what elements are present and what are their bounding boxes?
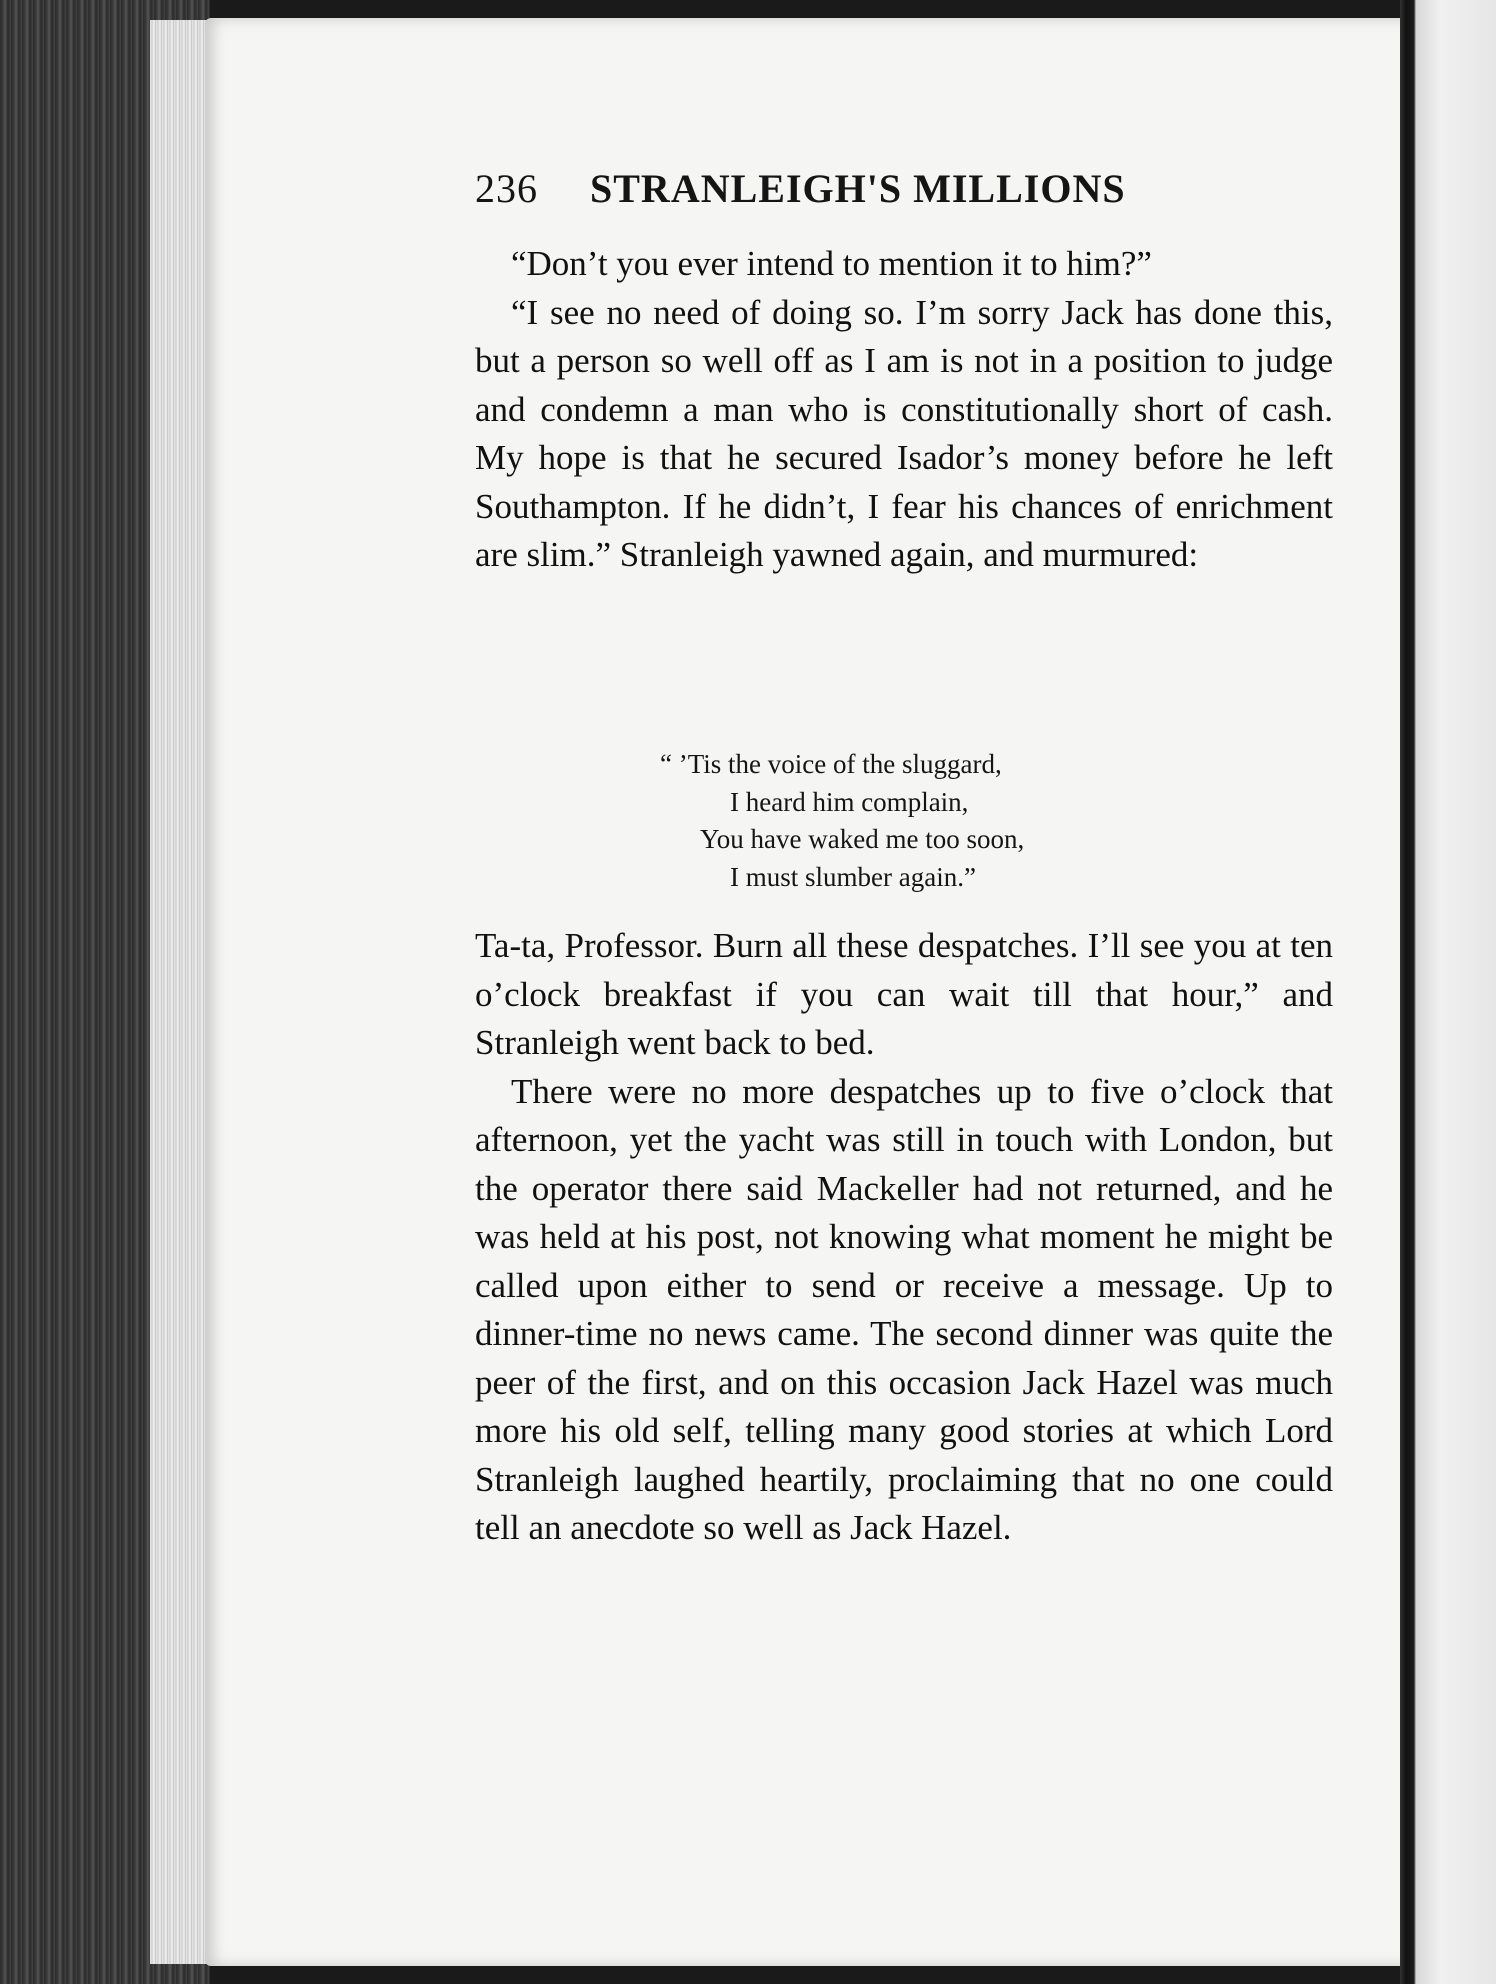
verse-line: I heard him complain, <box>730 786 969 817</box>
paragraph: “I see no need of doing so. I’m sorry Jack has done this, but a person so well off as I am is not in a position to judge and condemn a man who is constitutionally short of cash. My hope is that he secured Isador’s money before he left Southampton. If he didn’t, I fear his chances of enrichment are slim.” Stranleigh yawned again, and murmured: <box>475 292 1333 574</box>
running-title: STRANLEIGH'S MILLIONS <box>590 166 1126 211</box>
text-block-upper <box>475 240 1333 580</box>
paragraph: Ta-ta, Professor. Burn all these despatches. I’ll see you at ten o’clock breakfast if you can wait till that hour,” and Stranleigh went back to bed. <box>475 926 1333 1062</box>
paragraph: “Don’t you ever intend to mention it to him?” <box>511 244 1152 283</box>
verse-line: I must slumber again.” <box>730 861 976 892</box>
text-block-lower <box>475 922 1333 1553</box>
running-header <box>475 165 1255 215</box>
facing-page-edge <box>1400 0 1496 1984</box>
paragraph: There were no more despatches up to five o’clock that afternoon, yet the yacht was still in touch with London, but the operator there said Mackeller had not returned, and he was held at his post, not knowing what moment he might be called upon either to send or receive a message. Up to dinner-time no news came. The second dinner was quite the peer of the first, and on this occasion Jack Hazel was much more his old self, telling many good stories at which Lord Stranleigh laughed heartily, proclaiming that no one could tell an anecdote so well as Jack Hazel. <box>475 1071 1333 1547</box>
page-number: 236 <box>475 166 538 211</box>
verse-line: You have waked me too soon, <box>700 824 1025 854</box>
verse-quotation <box>660 746 1180 896</box>
verse-line: “ ’Tis the voice of the sluggard, <box>660 749 1002 779</box>
